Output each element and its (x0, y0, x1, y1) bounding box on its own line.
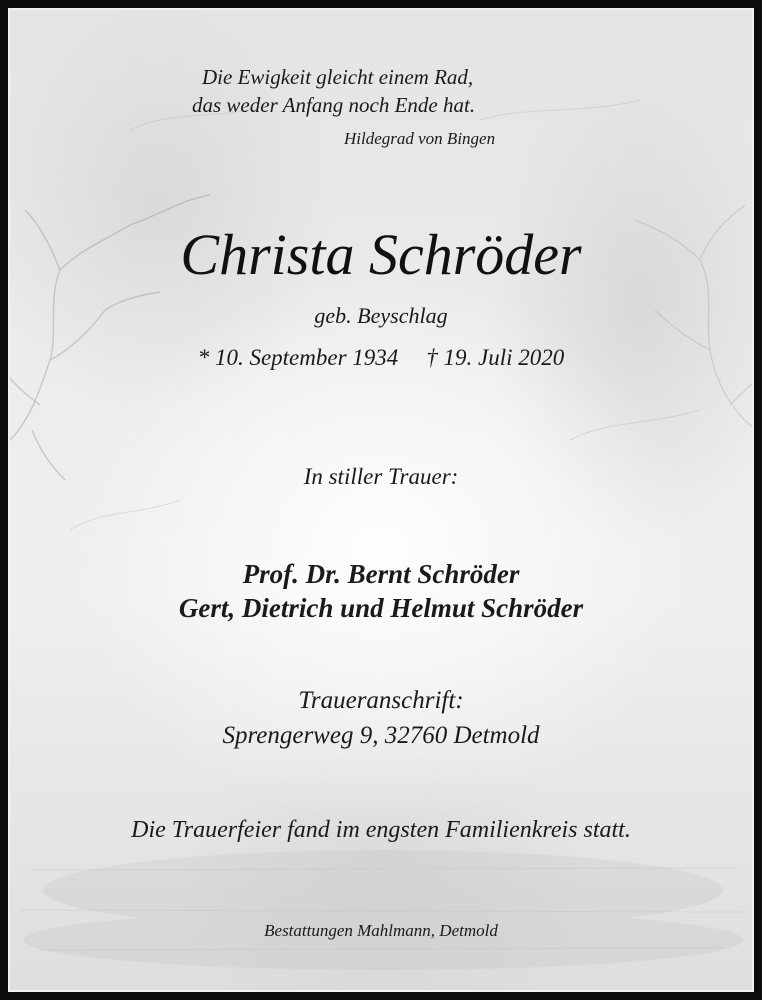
maiden-name: geb. Beyschlag (314, 303, 448, 328)
undertaker-name: Bestattungen Mahlmann, Detmold (264, 921, 498, 940)
deceased-name: Christa Schröder (180, 222, 582, 287)
quote-author: Hildegrad von Bingen (344, 129, 496, 148)
death-date: † 19. Juli 2020 (426, 345, 565, 370)
life-dates (10, 345, 752, 371)
quote-line-2: das weder Anfang noch Ende hat. (192, 93, 476, 117)
ceremony-notice: Die Trauerfeier fand im engsten Familienkreis statt. (131, 817, 631, 843)
misty-tree-background (10, 10, 754, 992)
mourner-name: Prof. Dr. Bernt Schröder (242, 559, 520, 589)
address-label: Traueranschrift: (298, 687, 464, 714)
birth-date: * 10. September 1934 (197, 345, 399, 370)
quote-line-1: Die Ewigkeit gleicht einem Rad, (202, 65, 474, 89)
mourner-name: Gert, Dietrich und Helmut Schröder (178, 593, 584, 623)
address-line: Sprengerweg 9, 32760 Detmold (222, 722, 540, 749)
obituary-panel (8, 8, 754, 992)
mourning-heading: In stiller Trauer: (303, 464, 459, 489)
